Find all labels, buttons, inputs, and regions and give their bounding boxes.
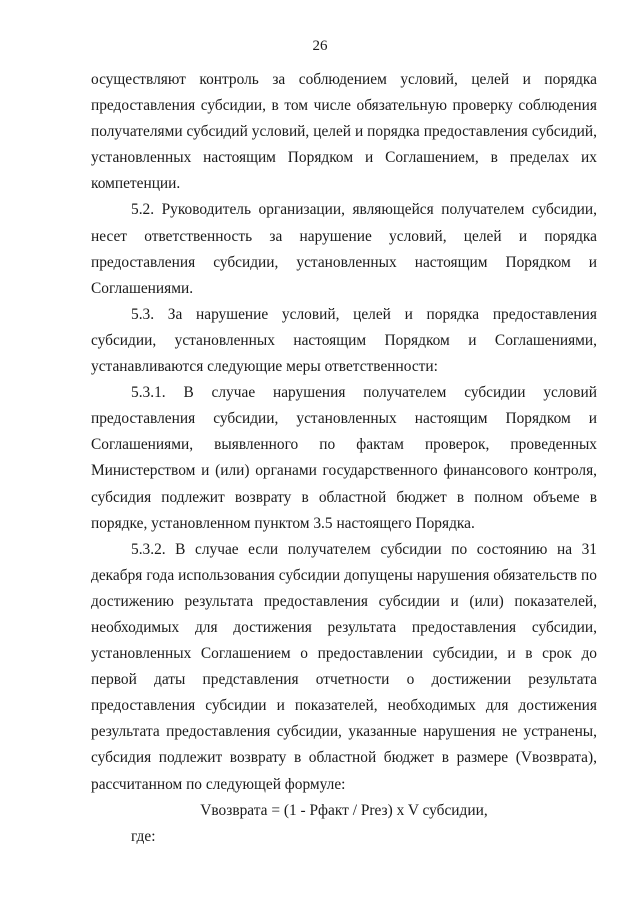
paragraph-control-continuation: осуществляют контроль за соблюдением условий, целей и порядка предоставления субсидии, в том числе обязательную проверку соблюдения получателями субсидий условий, целей и порядка предоставления субсидий, установленных настоящим Порядком и Соглашением, в пределах их компетенции. <box>91 71 597 193</box>
formula-where-label: где: <box>131 827 156 845</box>
paragraph-5-3: 5.3. За нарушение условий, целей и порядка предоставления субсидии, установленных настоящим Порядком и Соглашениями, устанавливаются следующие меры ответственности: <box>91 305 597 376</box>
paragraph-5-3-2: 5.3.2. В случае если получателем субсидии по состоянию на 31 декабря года использования субсидии допущены нарушения обязательств по достижению результата предоставления субсидии и (или) показателей, необходимых для достижения результата предоставления субсидии, установленных Соглашением о предоставлении субсидии, и в срок до первой даты представления отчетности о достижении результата предоставления субсидии и показателей, необходимых для достижения результата предоставления субсидии, указанные нарушения не устранены, субсидия подлежит возврату в областной бюджет в размере (Vвозврата), рассчитанном по следующей формуле: <box>91 540 597 793</box>
page-number: 26 <box>312 38 328 54</box>
paragraph-5-3-1: 5.3.1. В случае нарушения получателем субсидии условий предоставления субсидии, установленных настоящим Порядком и Соглашениями, выявленного по фактам проверок, проведенных Министерством и (или) органами государственного финансового контроля, субсидия подлежит возврату в областной бюджет в полном объеме в порядке, установленном пунктом 3.5 настоящего Порядка. <box>91 384 597 532</box>
paragraph-5-2: 5.2. Руководитель организации, являющейся получателем субсидии, несет ответственность за нарушение условий, целей и порядка предоставления субсидии, установленных настоящим Порядком и Соглашениями. <box>91 201 597 297</box>
refund-formula: Vвозврата = (1 - Рфакт / Рrез) x V субсидии, <box>200 801 488 819</box>
document-body <box>91 67 597 850</box>
